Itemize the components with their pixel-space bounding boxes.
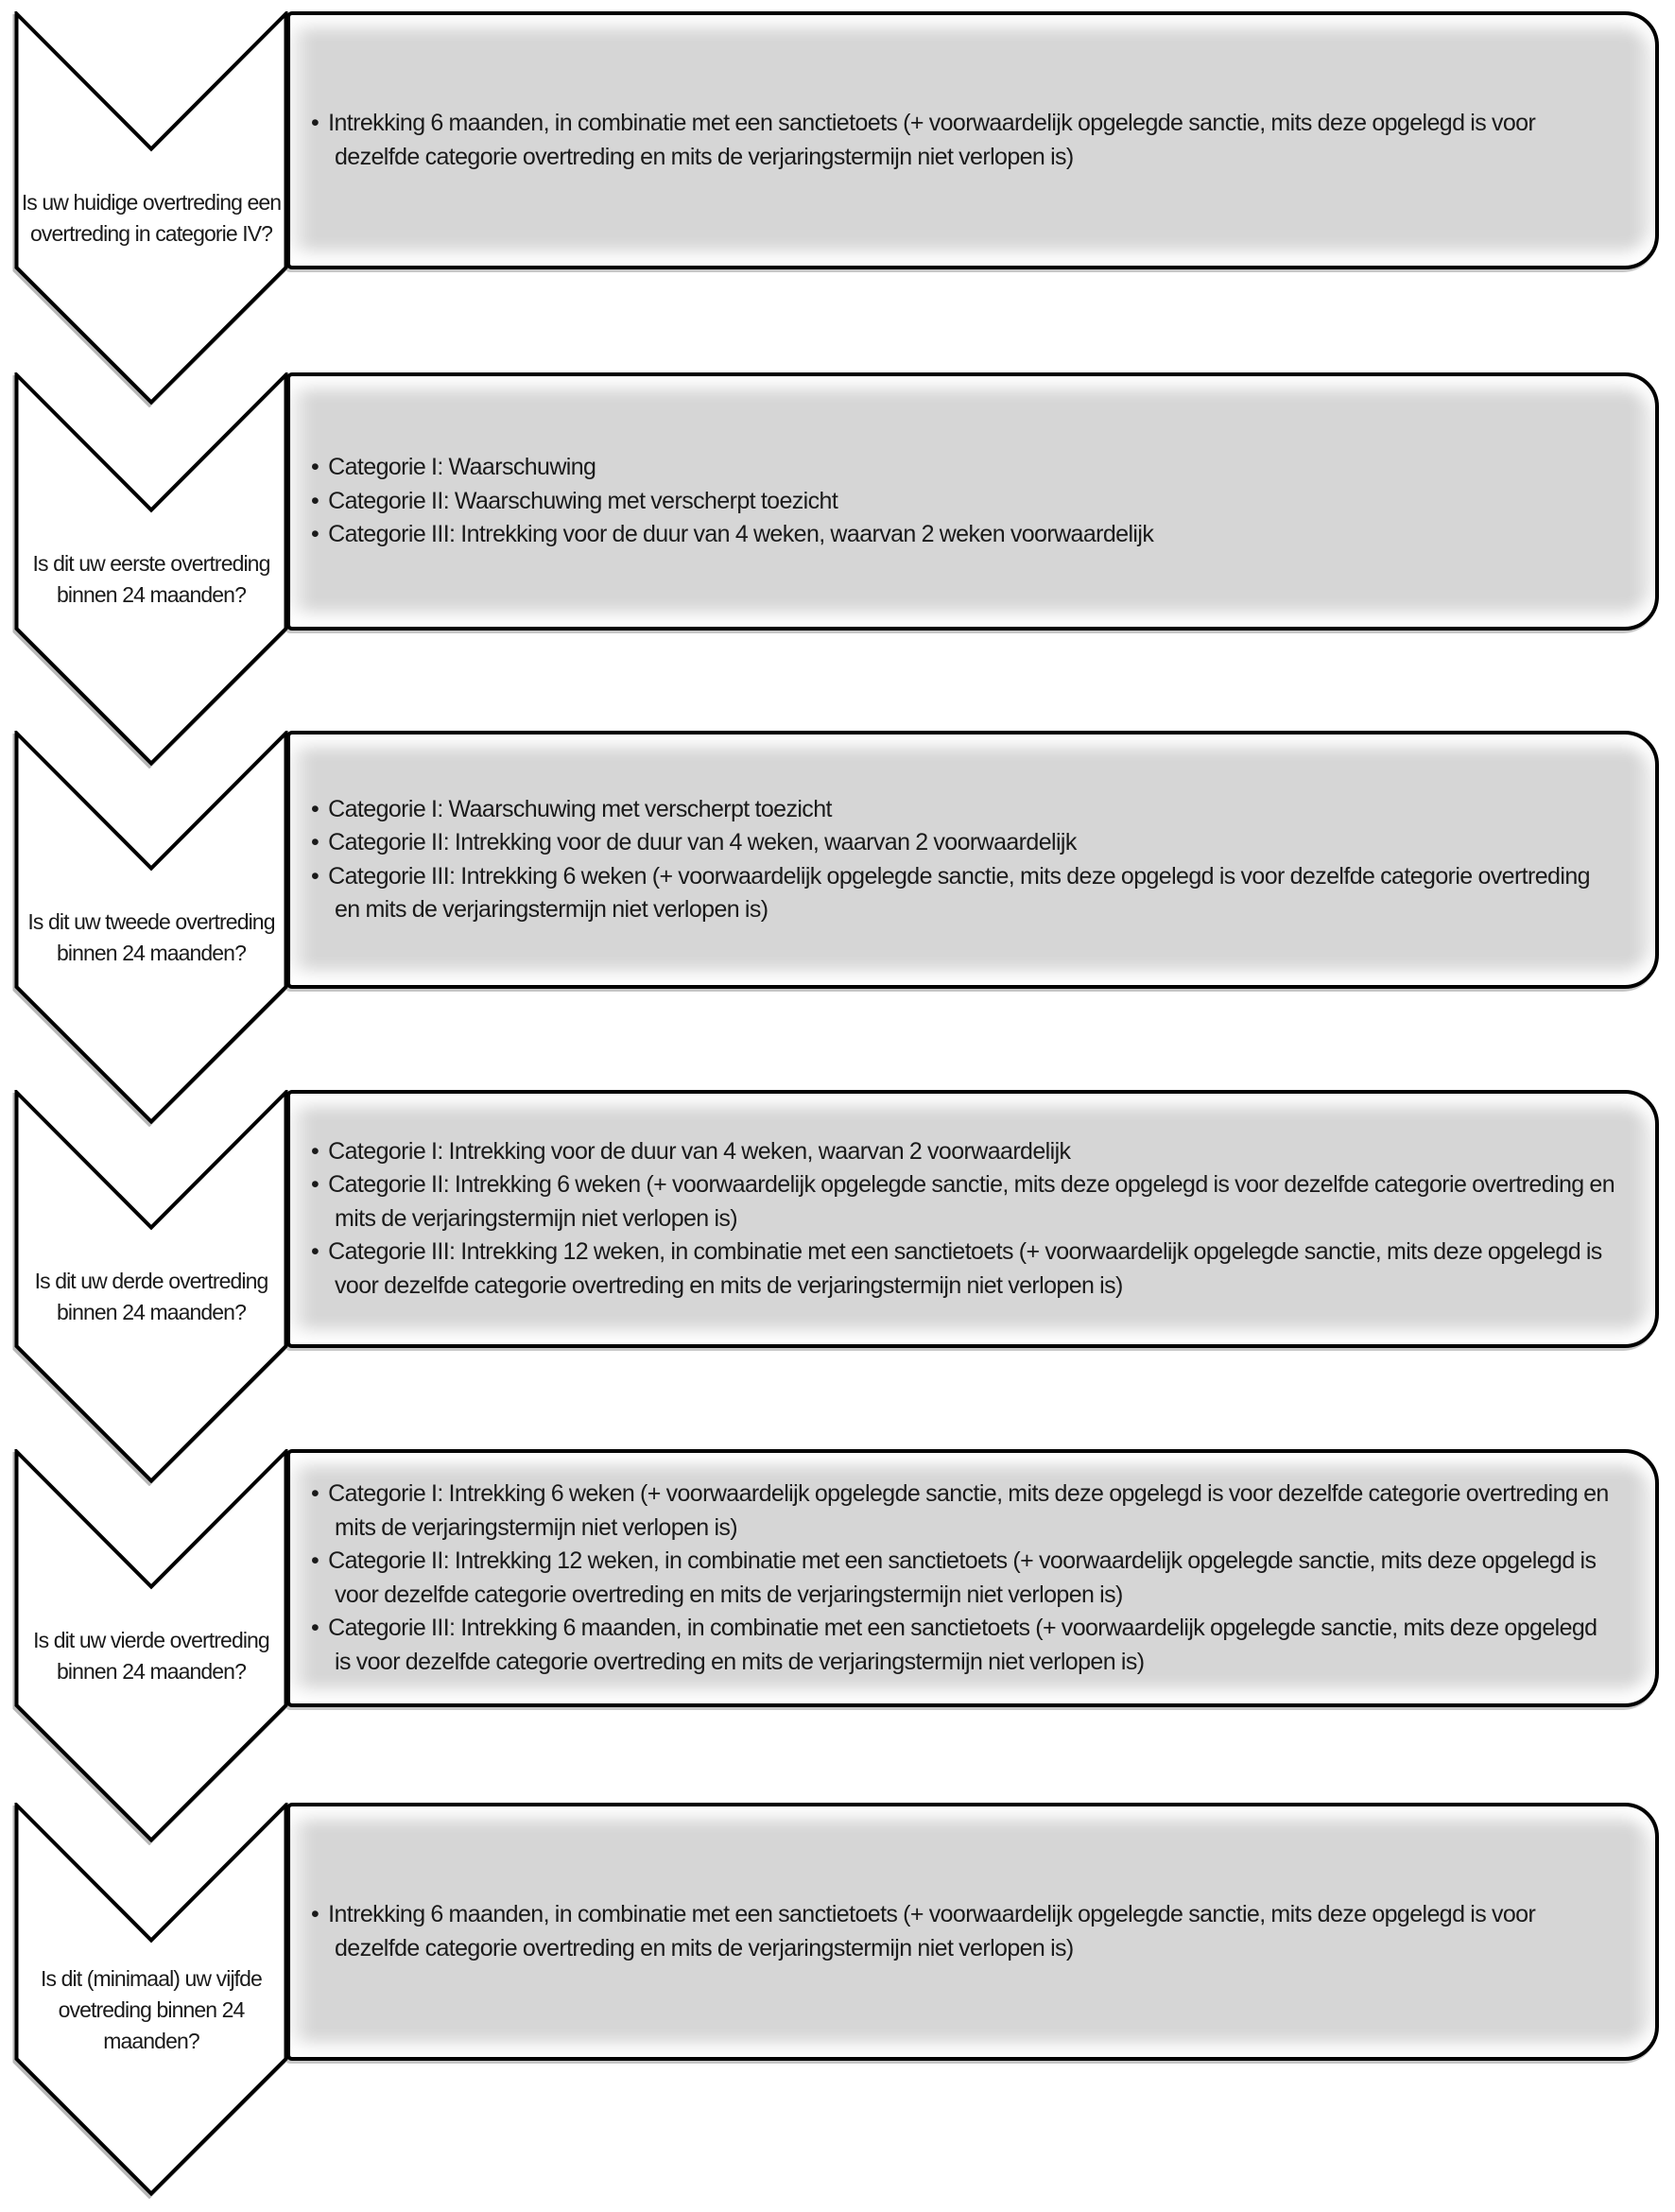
bullet-text: Categorie I: Intrekking 6 weken (+ voorwaardelijk opgelegde sanctie, mits deze opgelegd is voor dezelfde categorie overtreding en mits de verjaringstermijn niet verlopen is) [328,1480,1609,1541]
bullet-text: Categorie I: Waarschuwing met verscherpt toezicht [328,795,832,822]
bullet-icon: • [311,795,319,822]
bullet-icon: • [311,1547,319,1574]
bullet-text: Categorie III: Intrekking 6 weken (+ voorwaardelijk opgelegde sanctie, mits deze opgelegd is voor dezelfde categorie overtreding en mits de verjaringstermijn niet verlopen is) [328,862,1590,923]
bullet-text: Categorie III: Intrekking 6 maanden, in combinatie met een sanctietoets (+ voorwaardelijk opgelegde sanctie, mits deze opgelegd is voor dezelfde categorie overtreding en mits de verjaringstermijn niet verlopen is) [328,1615,1597,1675]
bullet-text: Categorie II: Intrekking 12 weken, in combinatie met een sanctietoets (+ voorwaardelijk opgelegde sanctie, mits deze opgelegd is voor dezelfde categorie overtreding en mits de verjaringstermijn niet verlopen is) [328,1547,1597,1608]
bullet-icon: • [311,521,319,548]
bullet-text: Categorie I: Waarschuwing [328,454,596,481]
bullet-text: Categorie II: Intrekking voor de duur van 4 weken, waarvan 2 voorwaardelijk [328,829,1077,855]
bullet-icon: • [311,110,319,136]
bullet-item [311,1898,1617,1965]
bullet-icon: • [311,862,319,890]
bullet-item [311,1545,1617,1612]
outcome-box-4 [286,1090,1659,1348]
bullet-text: Categorie I: Intrekking voor de duur van 4 weken, waarvan 2 voorwaardelijk [328,1137,1071,1165]
chevron-question-6: Is dit (minimaal) uw vijfde ovetreding binnen 24 maanden? [41,1965,262,2053]
outcome-box-1 [286,11,1659,269]
bullet-item [311,485,1617,519]
bullet-item [311,793,1617,827]
bullet-item [311,860,1617,927]
bullet-item [311,1135,1617,1169]
bullet-item [311,826,1617,860]
outcome-box-5 [286,1449,1659,1707]
bullet-icon: • [311,1480,319,1507]
outcome-box-6 [286,1803,1659,2061]
bullet-text: Intrekking 6 maanden, in combinatie met een sanctietoets (+ voorwaardelijk opgelegde sanctie, mits deze opgelegd is voor dezelfde categorie overtreding en mits de verjaringstermijn niet verlopen is) [328,110,1536,170]
chevron-question-4: Is dit uw derde overtreding binnen 24 maanden? [34,1269,268,1324]
bullet-text: Categorie II: Waarschuwing met verscherpt toezicht [328,487,838,514]
chevron-question-3: Is dit uw tweede overtreding binnen 24 maanden? [27,909,275,965]
outcome-box-3 [286,731,1659,989]
bullet-text: Intrekking 6 maanden, in combinatie met een sanctietoets (+ voorwaardelijk opgelegde sanctie, mits deze opgelegd is voor dezelfde categorie overtreding en mits de verjaringstermijn niet verlopen is) [328,1901,1536,1961]
bullet-item [311,451,1617,485]
bullet-item [311,1236,1617,1303]
bullet-icon: • [311,1137,319,1165]
bullet-icon: • [311,1901,319,1927]
bullet-icon: • [311,1615,319,1641]
chevron-question-2: Is dit uw eerste overtreding binnen 24 maanden? [32,551,270,607]
bullet-icon: • [311,454,319,481]
outcome-box-2 [286,372,1659,631]
bullet-item [311,1612,1617,1679]
bullet-text: Categorie III: Intrekking 12 weken, in combinatie met een sanctietoets (+ voorwaardelijk opgelegde sanctie, mits deze opgelegd is voor dezelfde categorie overtreding en mits de verjaringstermijn niet verlopen is) [328,1238,1602,1299]
bullet-icon: • [311,829,319,855]
chevron-question-5: Is dit uw vierde overtreding binnen 24 maanden? [33,1628,269,1684]
chevron-question-1: Is uw huidige overtreding een overtreding in categorie IV? [21,190,282,246]
bullet-icon: • [311,1238,319,1266]
bullet-icon: • [311,487,319,514]
bullet-text: Categorie III: Intrekking voor de duur van 4 weken, waarvan 2 weken voorwaardelijk [328,521,1154,548]
bullet-item [311,1168,1617,1236]
bullet-item [311,107,1617,174]
bullet-icon: • [311,1171,319,1199]
bullet-item [311,1478,1617,1545]
bullet-item [311,518,1617,552]
bullet-text: Categorie II: Intrekking 6 weken (+ voorwaardelijk opgelegde sanctie, mits deze opgelegd is voor dezelfde categorie overtreding en mits de verjaringstermijn niet verlopen is) [328,1171,1615,1232]
